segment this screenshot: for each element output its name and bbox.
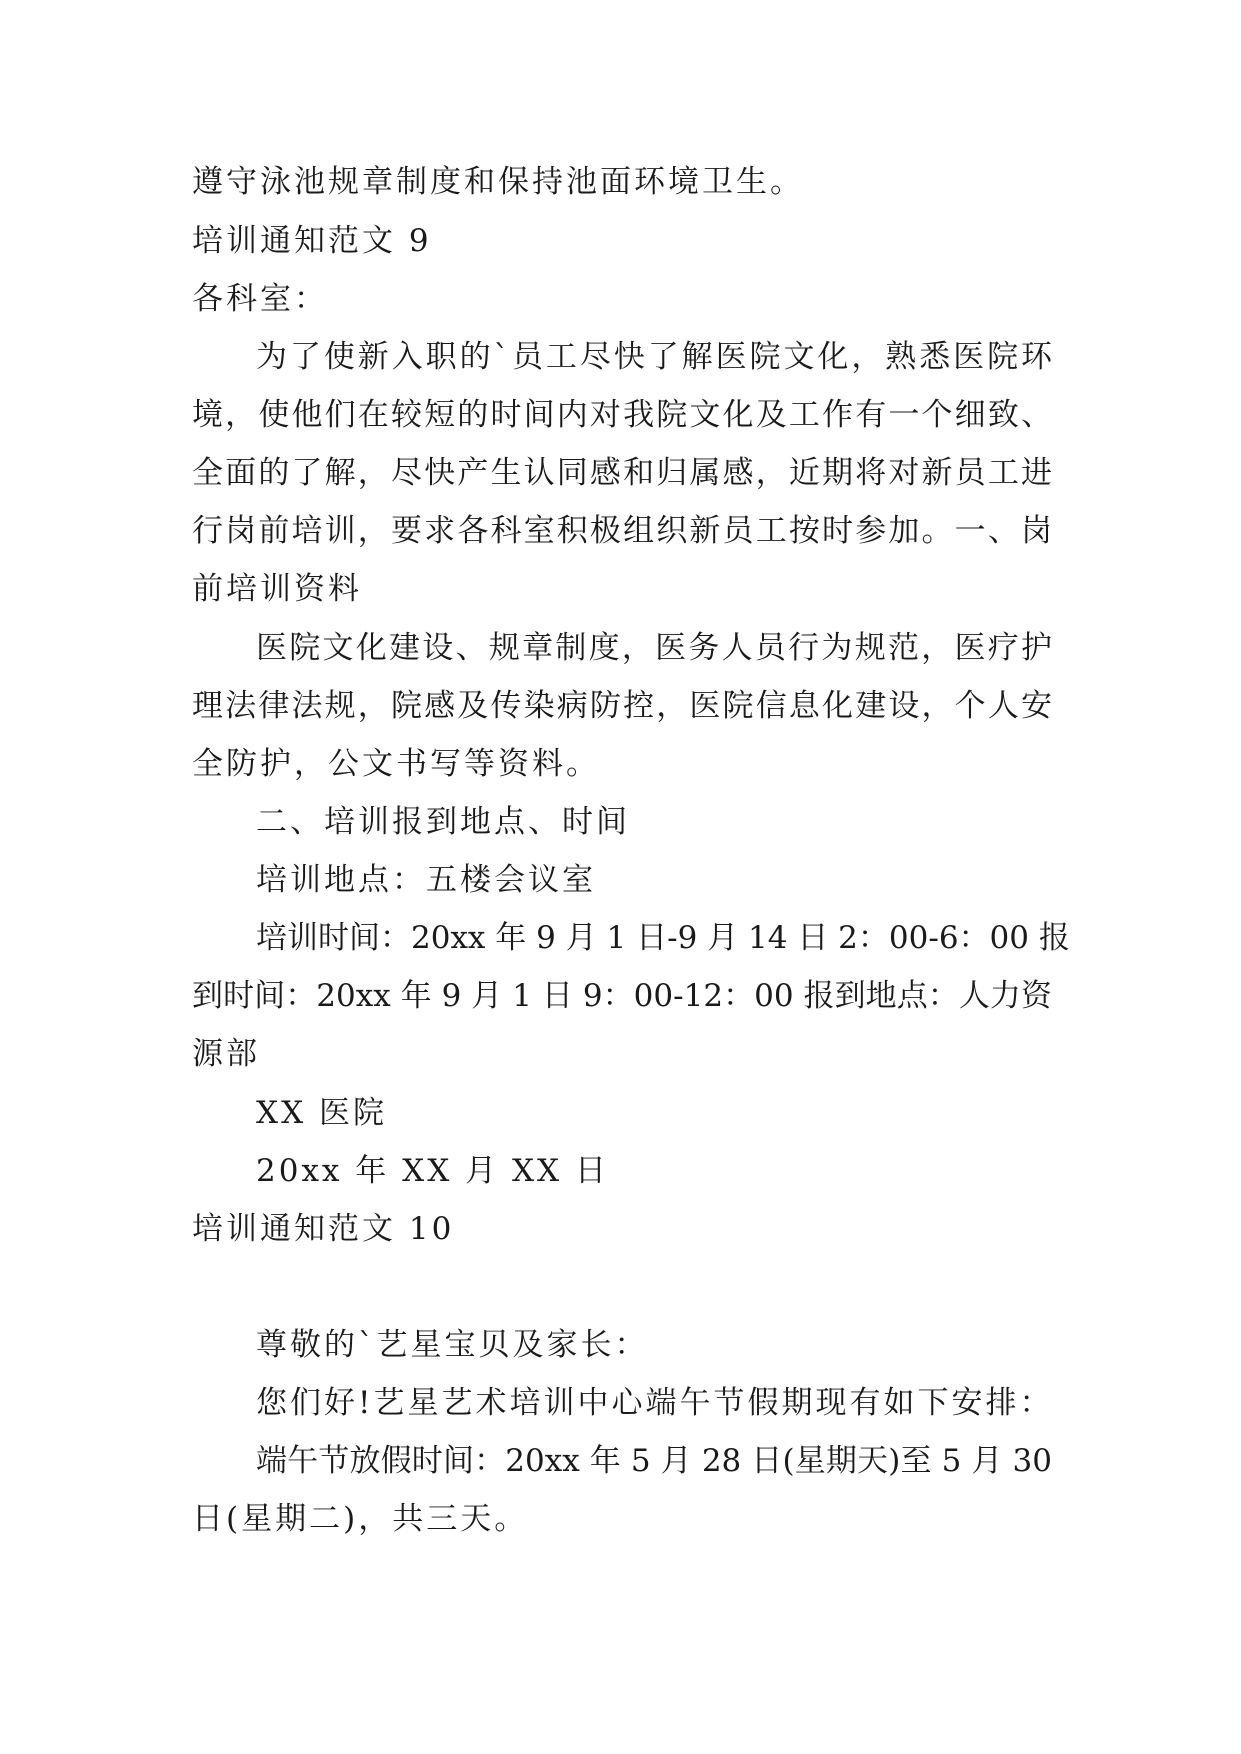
- text-line: 前培训资料: [192, 571, 362, 607]
- signature-date: 20xx 年 XX 月 XX 日: [256, 1153, 609, 1189]
- text-line: 全防护，公文书写等资料。: [192, 746, 600, 782]
- section-heading: 培训通知范文 9: [192, 223, 432, 259]
- text-line: 理法律法规，院感及传染病防控，医院信息化建设，个人安: [192, 688, 1052, 724]
- text-line: 培训地点：五楼会议室: [256, 862, 596, 898]
- signature-org: XX 医院: [256, 1095, 387, 1131]
- text-line: 遵守泳池规章制度和保持池面环境卫生。: [192, 164, 804, 200]
- text-line: 您们好!艺星艺术培训中心端午节假期现有如下安排：: [256, 1385, 1054, 1421]
- text-line: 二、培训报到地点、时间: [256, 804, 630, 840]
- text-line: 医院文化建设、规章制度，医务人员行为规范，医疗护: [256, 630, 1052, 666]
- salutation: 尊敬的`艺星宝贝及家长：: [256, 1327, 649, 1363]
- text-line: 端午节放假时间：20xx 年 5 月 28 日(星期天)至 5 月 30: [256, 1443, 1052, 1479]
- text-line: 培训时间：20xx 年 9 月 1 日-9 月 14 日 2：00-6：00 报: [256, 920, 1070, 956]
- text-line: 为了使新入职的`员工尽快了解医院文化，熟悉医院环: [256, 339, 1052, 375]
- text-line: 全面的了解，尽快产生认同感和归属感，近期将对新员工进: [192, 455, 1052, 491]
- text-line: 源部: [192, 1036, 260, 1072]
- text-line: 行岗前培训，要求各科室积极组织新员工按时参加。一、岗: [192, 513, 1052, 549]
- text-line: 境，使他们在较短的时间内对我院文化及工作有一个细致、: [192, 397, 1052, 433]
- text-line: 到时间：20xx 年 9 月 1 日 9：00-12：00 报到地点：人力资: [192, 978, 1052, 1014]
- salutation: 各科室：: [192, 281, 328, 317]
- section-heading: 培训通知范文 10: [192, 1211, 455, 1247]
- text-line: 日(星期二)，共三天。: [192, 1501, 529, 1537]
